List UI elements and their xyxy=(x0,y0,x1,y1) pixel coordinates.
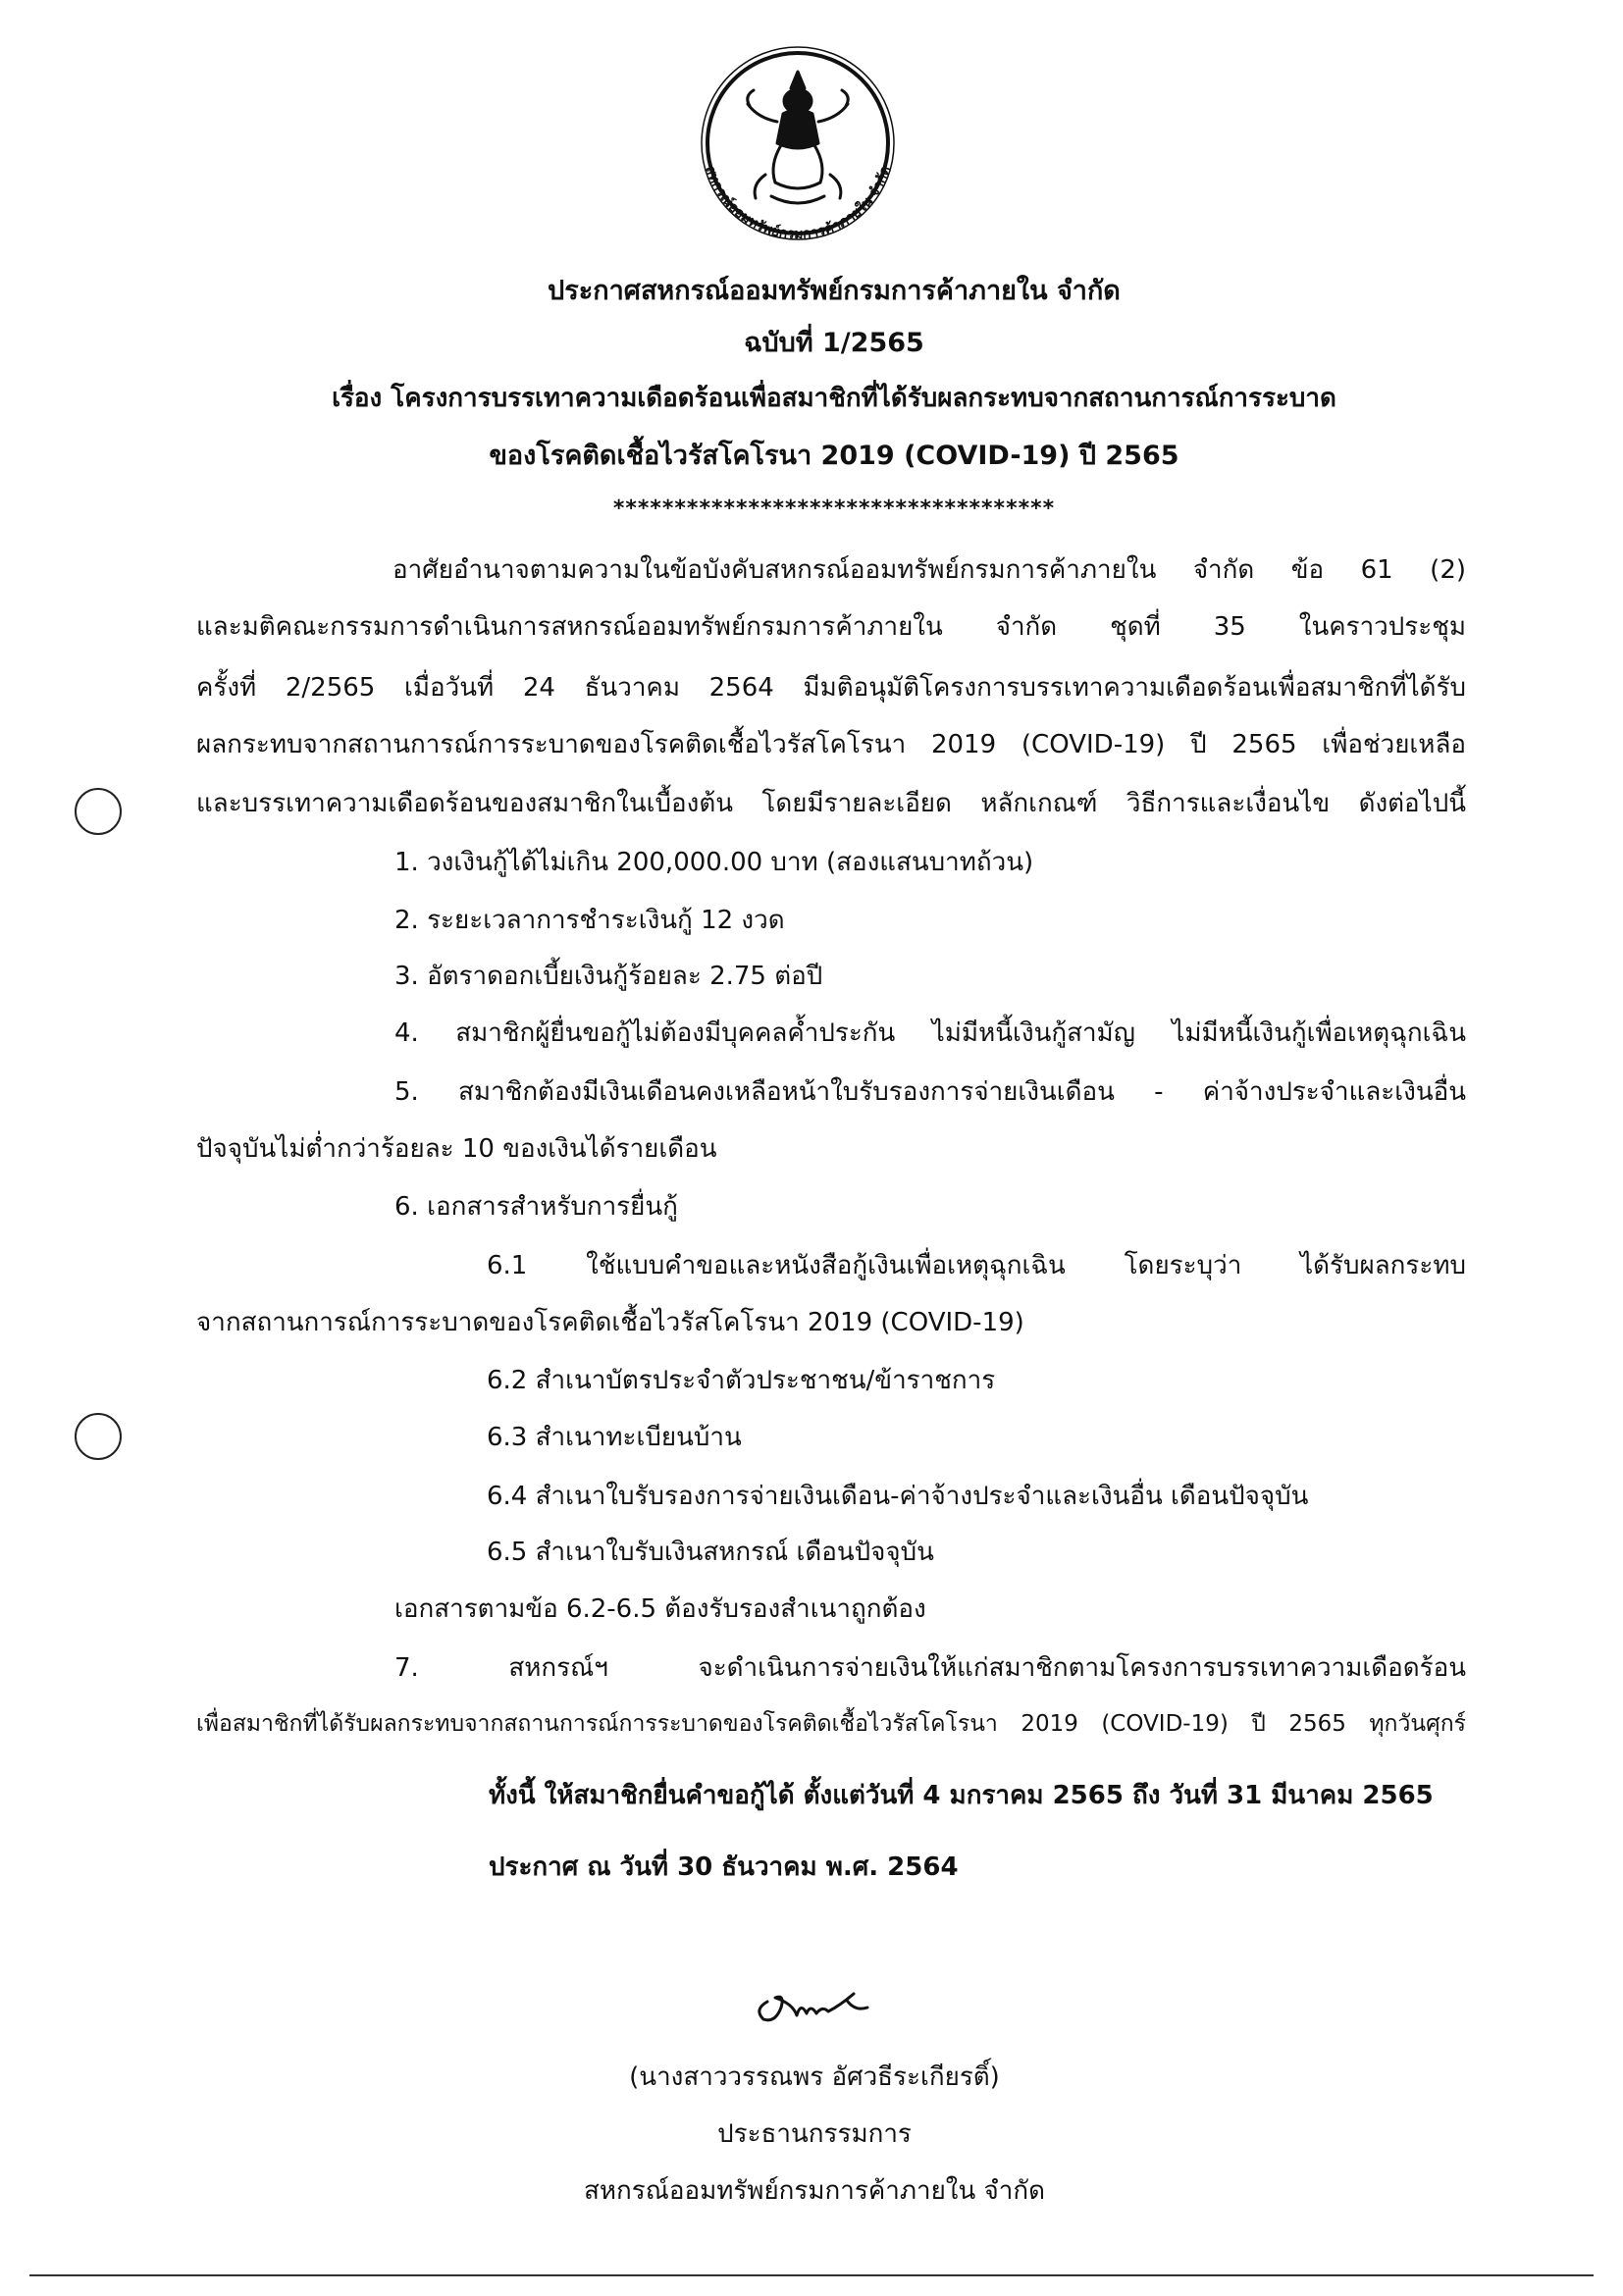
separator-stars: ************************************ xyxy=(612,496,1056,521)
item-5: 5. สมาชิกต้องมีเงินเดือนคงเหลือหน้าใบรับรองการจ่ายเงินเดือน - ค่าจ้างประจำและเงินอื่น xyxy=(394,1077,1466,1107)
application-period: ทั้งนี้ ให้สมาชิกยื่นคำขอกู้ได้ ตั้งแต่วันที่ 4 มกราคม 2565 ถึง วันที่ 31 มีนาคม 2565 xyxy=(489,1781,1434,1810)
svg-text:สหกรณ์ออมทรัพย์กรมการค้าภายใน: สหกรณ์ออมทรัพย์กรมการค้าภายใน จำกัด xyxy=(702,164,894,243)
item-7: 7. สหกรณ์ฯ จะดำเนินการจ่ายเงินให้แก่สมาชิกตามโครงการบรรเทาความเดือดร้อน xyxy=(394,1653,1466,1683)
signer-organization: สหกรณ์ออมทรัพย์กรมการค้าภายใน จำกัด xyxy=(584,2176,1045,2206)
documents-certify-note: เอกสารตามข้อ 6.2-6.5 ต้องรับรองสำเนาถูกต้อง xyxy=(394,1594,926,1624)
item-6-2: 6.2 สำเนาบัตรประจำตัวประชาชน/ข้าราชการ xyxy=(487,1366,996,1395)
intro-line-3: ครั้งที่ 2/2565 เมื่อวันที่ 24 ธันวาคม 2564 มีมติอนุมัติโครงการบรรเทาความเดือดร้อนเพื่อสมาชิกที่ได้รับ xyxy=(196,673,1466,703)
item-2: 2. ระยะเวลาการชำระเงินกู้ 12 งวด xyxy=(394,906,785,935)
handwritten-signature xyxy=(746,1972,883,2031)
signer-title: ประธานกรรมการ xyxy=(717,2119,912,2149)
item-5-cont: ปัจจุบันไม่ต่ำกว่าร้อยละ 10 ของเงินได้รายเดือน xyxy=(196,1134,717,1164)
item-6: 6. เอกสารสำหรับการยื่นกู้ xyxy=(394,1192,678,1222)
item-3: 3. อัตราดอกเบี้ยเงินกู้ร้อยละ 2.75 ต่อปี xyxy=(394,962,823,991)
announcement-date: ประกาศ ณ วันที่ 30 ธันวาคม พ.ศ. 2564 xyxy=(489,1852,959,1882)
signer-name: (นางสาววรรณพร อัศวธีระเกียรติ์) xyxy=(629,2062,1000,2092)
item-6-5: 6.5 สำเนาใบรับเงินสหกรณ์ เดือนปัจจุบัน xyxy=(487,1538,934,1567)
item-6-4: 6.4 สำเนาใบรับรองการจ่ายเงินเดือน-ค่าจ้างประจำและเงินอื่น เดือนปัจจุบัน xyxy=(487,1482,1309,1511)
item-1: 1. วงเงินกู้ได้ไม่เกิน 200,000.00 บาท (สองแสนบาทถ้วน) xyxy=(394,848,1034,877)
item-7-cont: เพื่อสมาชิกที่ได้รับผลกระทบจากสถานการณ์การระบาดของโรคติดเชื้อไวรัสโคโรนา 2019 (COVID-19) ปี 2565 ทุกวันศุกร์ xyxy=(196,1711,1466,1737)
intro-line-5: และบรรเทาความเดือดร้อนของสมาชิกในเบื้องต้น โดยมีรายละเอียด หลักเกณฑ์ วิธีการและเงื่อนไข ดังต่อไปนี้ xyxy=(196,789,1466,818)
bottom-scan-edge xyxy=(29,2274,1594,2276)
intro-line-2: และมติคณะกรรมการดำเนินการสหกรณ์ออมทรัพย์กรมการค้าภายใน จำกัด ชุดที่ 35 ในคราวประชุม xyxy=(196,612,1466,642)
announcement-heading: ประกาศสหกรณ์ออมทรัพย์กรมการค้าภายใน จำกัด xyxy=(548,276,1121,306)
item-4: 4. สมาชิกผู้ยื่นขอกู้ไม่ต้องมีบุคคลค้ำประกัน ไม่มีหนี้เงินกู้สามัญ ไม่มีหนี้เงินกู้เพื่อเหตุฉุกเฉิน xyxy=(394,1018,1466,1048)
punch-hole-bottom xyxy=(75,1413,122,1460)
item-6-1: 6.1 ใช้แบบคำขอและหนังสือกู้เงินเพื่อเหตุฉุกเฉิน โดยระบุว่า ได้รับผลกระทบ xyxy=(487,1251,1466,1280)
announcement-number: ฉบับที่ 1/2565 xyxy=(744,328,924,358)
cooperative-seal-logo xyxy=(675,27,920,273)
item-6-1-cont: จากสถานการณ์การระบาดของโรคติดเชื้อไวรัสโคโรนา 2019 (COVID-19) xyxy=(196,1308,1024,1337)
intro-line-1: อาศัยอำนาจตามความในข้อบังคับสหกรณ์ออมทรัพย์กรมการค้าภายใน จำกัด ข้อ 61 (2) xyxy=(393,555,1466,585)
item-6-3: 6.3 สำเนาทะเบียนบ้าน xyxy=(487,1423,742,1452)
announcement-subject: เรื่อง โครงการบรรเทาความเดือดร้อนเพื่อสมาชิกที่ได้รับผลกระทบจากสถานการณ์การระบาด xyxy=(332,384,1336,413)
announcement-subject-cont: ของโรคติดเชื้อไวรัสโคโรนา 2019 (COVID-19) ปี 2565 xyxy=(489,441,1179,471)
intro-line-4: ผลกระทบจากสถานการณ์การระบาดของโรคติดเชื้อไวรัสโคโรนา 2019 (COVID-19) ปี 2565 เพื่อช่วยเหลือ xyxy=(196,730,1466,759)
punch-hole-top xyxy=(75,788,122,835)
